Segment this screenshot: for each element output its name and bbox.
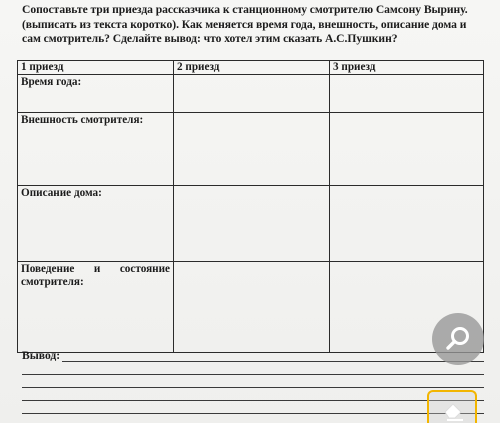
cell-appearance-visit-3[interactable] (330, 113, 484, 186)
row-label-appearance: Внешность смотрителя: (18, 113, 174, 186)
conclusion-line-2[interactable] (22, 374, 484, 375)
zoom-button[interactable] (432, 313, 484, 365)
task-text (22, 3, 488, 47)
cell-appearance-visit-2[interactable] (174, 113, 330, 186)
table-row-house (18, 186, 484, 262)
row-label-season: Время года: (18, 75, 174, 113)
conclusion-line-3[interactable] (22, 387, 484, 388)
cell-season-visit-2[interactable] (174, 75, 330, 113)
eraser-icon (439, 398, 467, 422)
conclusion-label: Вывод: (22, 349, 61, 362)
row-label-behavior-line-2: смотрителя: (21, 276, 84, 288)
task-line-1: Сопоставьте три приезда рассказчика к станционному смотрителю Самсону Вырину. (22, 3, 468, 16)
task-line-2: (выписать из текста коротко). Как меняется время года, внешность, описание дома и (22, 17, 467, 31)
table-row-season (18, 75, 484, 113)
eraser-button[interactable] (427, 390, 477, 423)
cell-behavior-visit-2[interactable] (174, 262, 330, 353)
row-label-house: Описание дома: (18, 186, 174, 262)
row-label-behavior-line-1: Поведение и состояние (21, 263, 170, 275)
conclusion-line-4[interactable] (22, 400, 484, 401)
conclusion-line-1[interactable] (62, 361, 484, 362)
header-visit-3: 3 приезд (330, 61, 484, 75)
header-visit-1: 1 приезд (18, 61, 174, 75)
header-visit-2: 2 приезд (174, 61, 330, 75)
task-line-3: сам смотритель? Сделайте вывод: что хотел этим сказать А.С.Пушкин? (22, 32, 398, 46)
comparison-table (17, 60, 484, 353)
table-header-row (18, 61, 484, 75)
table-row-behavior (18, 262, 484, 353)
cell-house-visit-2[interactable] (174, 186, 330, 262)
conclusion-line-5[interactable] (22, 413, 484, 414)
cell-house-visit-3[interactable] (330, 186, 484, 262)
table-row-appearance (18, 113, 484, 186)
magnifier-icon (444, 325, 472, 353)
cell-season-visit-3[interactable] (330, 75, 484, 113)
row-label-behavior (18, 262, 174, 353)
